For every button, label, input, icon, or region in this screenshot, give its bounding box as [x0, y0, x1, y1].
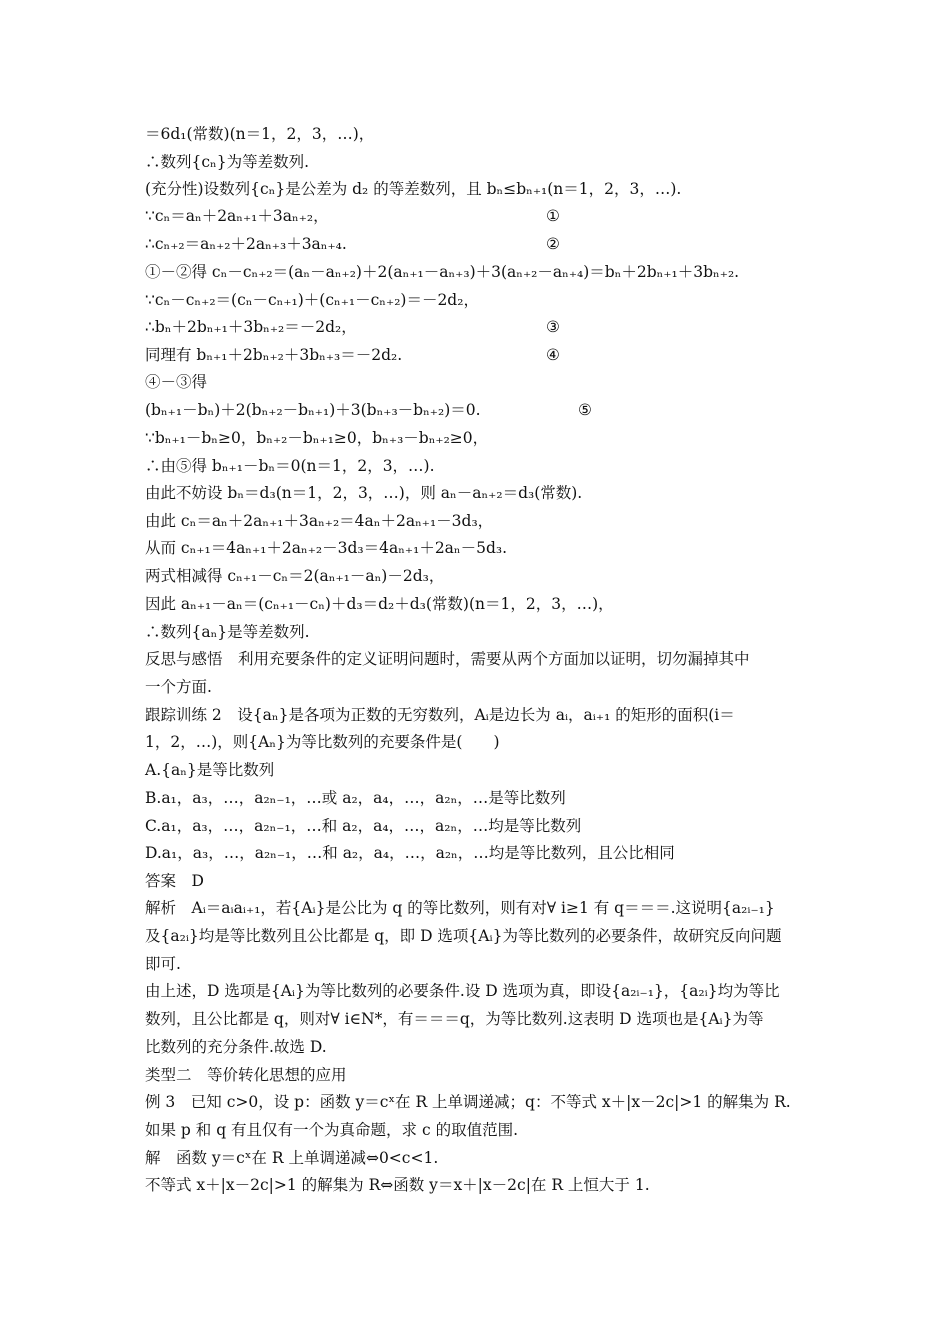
text-line: 例 3 已知 c>0，设 p：函数 y＝cˣ在 R 上单调递减；q：不等式 x＋|x－2c|>1 的解集为 R.	[145, 1093, 791, 1111]
text-line: ∵bₙ₊₁－bₙ≥0，bₙ₊₂－bₙ₊₁≥0，bₙ₊₃－bₙ₊₂≥0，	[145, 429, 489, 447]
text-line: 即可.	[145, 955, 181, 973]
text-line: ∵cₙ－cₙ₊₂＝(cₙ－cₙ₊₁)＋(cₙ₊₁－cₙ₊₂)＝－2d₂，	[145, 291, 479, 309]
option-b: B.a₁，a₃，…，a₂ₙ₋₁，…或 a₂，a₄，…，a₂ₙ，…是等比数列	[145, 789, 566, 807]
text-line: 从而 cₙ₊₁＝4aₙ₊₁＋2aₙ₊₂－3d₃＝4aₙ₊₁＋2aₙ－5d₃.	[145, 539, 508, 557]
text-line: ∴数列{cₙ}为等差数列.	[145, 153, 310, 171]
text-line: ∴数列{aₙ}是等差数列.	[145, 623, 310, 641]
option-a: A.{aₙ}是等比数列	[145, 761, 275, 779]
text-line: 1，2，…)，则{Aₙ}为等比数列的充要条件是( )	[145, 733, 500, 751]
text-line: 因此 aₙ₊₁－aₙ＝(cₙ₊₁－cₙ)＋d₃＝d₂＋d₃(常数)(n＝1，2，3，…)，	[145, 595, 614, 613]
equation-marker-5: ⑤	[578, 401, 592, 419]
text-line: 反思与感悟 利用充要条件的定义证明问题时，需要从两个方面加以证明，切勿漏掉其中	[145, 650, 750, 668]
text-line: 由上述，D 选项是{Aᵢ}为等比数列的必要条件.设 D 选项为真，即设{a₂ᵢ₋₁}，{a₂ᵢ}均为等比	[145, 982, 780, 1000]
text-line: ④－③得	[145, 373, 208, 391]
equation-marker-4: ④	[546, 346, 560, 364]
option-d: D.a₁，a₃，…，a₂ₙ₋₁，…和 a₂，a₄，…，a₂ₙ，…均是等比数列，且公比相同	[145, 844, 675, 862]
text-line: ①－②得 cₙ－cₙ₊₂＝(aₙ－aₙ₊₂)＋2(aₙ₊₁－aₙ₊₃)＋3(aₙ₊₂－aₙ₊₄)＝bₙ＋2bₙ₊₁＋3bₙ₊₂.	[145, 263, 740, 281]
text-line: 两式相减得 cₙ₊₁－cₙ＝2(aₙ₊₁－aₙ)－2d₃，	[145, 567, 445, 585]
answer-line: 答案 D	[145, 872, 204, 890]
text-line: 不等式 x＋|x－2c|>1 的解集为 R⇔函数 y＝x＋|x－2c|在 R 上恒大于 1.	[145, 1176, 650, 1194]
text-line: 一个方面.	[145, 678, 212, 696]
text-line: 由此 cₙ＝aₙ＋2aₙ₊₁＋3aₙ₊₂＝4aₙ＋2aₙ₊₁－3d₃，	[145, 512, 494, 530]
text-line: (充分性)设数列{cₙ}是公差为 d₂ 的等差数列，且 bₙ≤bₙ₊₁(n＝1，2，3，…).	[145, 180, 682, 198]
section-heading: 类型二 等价转化思想的应用	[145, 1066, 347, 1084]
text-line: ∴由⑤得 bₙ₊₁－bₙ＝0(n＝1，2，3，…).	[145, 457, 435, 475]
text-line: 及{a₂ᵢ}均是等比数列且公比都是 q，即 D 选项{Aᵢ}为等比数列的必要条件，故研究反向问题	[145, 927, 782, 945]
text-line: ∵cₙ＝aₙ＋2aₙ₊₁＋3aₙ₊₂，	[145, 207, 329, 225]
text-line: ∴cₙ₊₂＝aₙ₊₂＋2aₙ₊₃＋3aₙ₊₄.	[145, 235, 347, 253]
equation-marker-3: ③	[546, 318, 560, 336]
text-line: ＝6d₁(常数)(n＝1，2，3，…)，	[145, 125, 375, 143]
text-line: (bₙ₊₁－bₙ)＋2(bₙ₊₂－bₙ₊₁)＋3(bₙ₊₃－bₙ₊₂)＝0.	[145, 401, 481, 419]
equation-marker-1: ①	[546, 207, 560, 225]
text-line: 跟踪训练 2 设{aₙ}是各项为正数的无穷数列，Aᵢ是边长为 aᵢ，aᵢ₊₁ 的矩形的面积(i＝	[145, 706, 735, 724]
text-line: 如果 p 和 q 有且仅有一个为真命题，求 c 的取值范围.	[145, 1121, 519, 1139]
text-line: 解析 Aᵢ＝aᵢaᵢ₊₁，若{Aᵢ}是公比为 q 的等比数列，则有对∀ i≥1 有 q＝＝＝.这说明{a₂ᵢ₋₁}	[145, 899, 775, 917]
text-line: 解 函数 y＝cˣ在 R 上单调递减⇔0<c<1.	[145, 1149, 439, 1167]
equation-marker-2: ②	[546, 235, 560, 253]
text-line: 数列，且公比都是 q，则对∀ i∈N*，有＝＝＝q，为等比数列.这表明 D 选项也是{Aᵢ}为等	[145, 1010, 764, 1028]
text-line: 由此不妨设 bₙ＝d₃(n＝1，2，3，…)，则 aₙ－aₙ₊₂＝d₃(常数).	[145, 484, 583, 502]
text-line: ∴bₙ＋2bₙ₊₁＋3bₙ₊₂＝－2d₂，	[145, 318, 357, 336]
text-line: 同理有 bₙ₊₁＋2bₙ₊₂＋3bₙ₊₃＝－2d₂.	[145, 346, 403, 364]
option-c: C.a₁，a₃，…，a₂ₙ₋₁，…和 a₂，a₄，…，a₂ₙ，…均是等比数列	[145, 817, 582, 835]
text-line: 比数列的充分条件.故选 D.	[145, 1038, 327, 1056]
